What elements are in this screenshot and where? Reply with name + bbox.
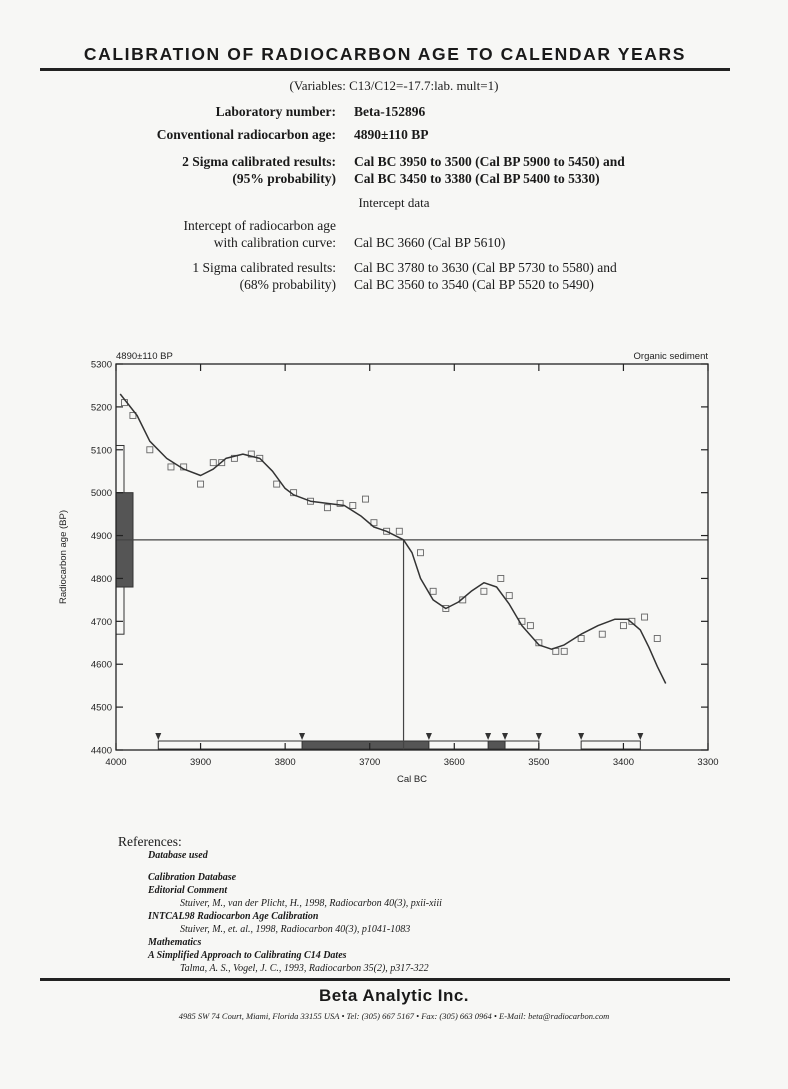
- reference-citation-3: Talma, A. S., Vogel, J. C., 1993, Radiocarbon 35(2), p317-322: [180, 963, 429, 974]
- data-point: [324, 505, 330, 511]
- x-tick-label: 3600: [443, 757, 465, 768]
- data-point: [350, 503, 356, 509]
- x-tick-label: 3800: [274, 757, 296, 768]
- sigma2-range-bar: [581, 741, 640, 749]
- sigma1-range-bar: [302, 741, 429, 749]
- reference-simplified-approach: A Simplified Approach to Calibrating C14 Dates: [148, 950, 347, 961]
- y-axis-label: Radiocarbon age (BP): [58, 510, 69, 604]
- intercept-heading: Intercept data: [358, 195, 430, 210]
- sigma1-range-2: Cal BC 3560 to 3540 (Cal BP 5520 to 5490): [354, 277, 594, 292]
- y-tick-label: 5200: [90, 402, 112, 414]
- title-rule: [40, 68, 730, 71]
- y-tick-label: 4500: [90, 702, 112, 714]
- chart-title-left: 4890±110 BP: [116, 351, 173, 362]
- data-point: [147, 447, 153, 453]
- range-marker: [536, 733, 542, 740]
- references-heading: References:: [118, 834, 182, 849]
- reference-citation-1: Stuiver, M., van der Plicht, H., 1998, Radiocarbon 40(3), pxii-xiii: [180, 898, 442, 909]
- company-address: 4985 SW 74 Court, Miami, Florida 33155 USA • Tel: (305) 667 5167 • Fax: (305) 663 0964 • E-Mail: beta@radiocarbon.com: [178, 1011, 610, 1021]
- intercept-lines: [116, 540, 708, 750]
- range-marker: [578, 733, 584, 740]
- reference-citation-2: Stuiver, M., et. al., 1998, Radiocarbon 40(3), p1041-1083: [180, 924, 411, 935]
- data-point: [561, 648, 567, 654]
- data-point: [642, 614, 648, 620]
- y-tick-label: 5300: [90, 359, 112, 371]
- data-point: [498, 575, 504, 581]
- data-point: [506, 593, 512, 599]
- data-point: [654, 635, 660, 641]
- page-title: CALIBRATION OF RADIOCARBON AGE TO CALENDAR YEARS: [83, 44, 687, 64]
- y-tick-label: 4600: [90, 659, 112, 671]
- axis-ticks: [91, 360, 719, 769]
- calendar-range-bars: [155, 733, 643, 749]
- sigma2-label: 2 Sigma calibrated results:: [182, 154, 336, 169]
- data-point: [198, 481, 204, 487]
- data-point: [210, 460, 216, 466]
- y-tick-label: 4700: [90, 616, 112, 628]
- reference-database-used: Database used: [148, 850, 208, 861]
- intercept-value: Cal BC 3660 (Cal BP 5610): [354, 235, 506, 250]
- data-point: [362, 496, 368, 502]
- reference-intcal98: INTCAL98 Radiocarbon Age Calibration: [148, 911, 319, 922]
- conventional-age-label: Conventional radiocarbon age:: [156, 127, 336, 142]
- plot-frame: [116, 364, 708, 750]
- range-marker: [502, 733, 508, 740]
- data-point: [599, 631, 605, 637]
- lab-number-value: Beta-152896: [354, 104, 426, 119]
- intercept-label-2: with calibration curve:: [213, 235, 336, 250]
- range-marker: [155, 733, 161, 740]
- sigma2-range-1: Cal BC 3950 to 3500 (Cal BP 5900 to 5450) and: [354, 154, 625, 169]
- sigma1-range-bar: [488, 741, 505, 749]
- y-tick-label: 5100: [90, 445, 112, 457]
- sigma1-label: 1 Sigma calibrated results:: [192, 260, 336, 275]
- x-tick-label: 4000: [105, 757, 127, 768]
- y-tick-label: 4800: [90, 573, 112, 585]
- conventional-age-value: 4890±110 BP: [354, 127, 429, 142]
- x-axis-label: Cal BC: [396, 774, 428, 785]
- x-tick-label: 3700: [359, 757, 381, 768]
- data-point: [417, 550, 423, 556]
- data-point: [430, 588, 436, 594]
- x-tick-label: 3400: [612, 757, 634, 768]
- company-name: Beta Analytic Inc.: [318, 986, 470, 1005]
- data-point: [168, 464, 174, 470]
- y-tick-label: 4400: [90, 745, 112, 757]
- variables-line: (Variables: C13/C12=-17.7:lab. mult=1): [289, 78, 499, 93]
- intercept-label-1: Intercept of radiocarbon age: [183, 218, 336, 233]
- y-tick-label: 5000: [90, 488, 112, 500]
- sigma1-range-1: Cal BC 3780 to 3630 (Cal BP 5730 to 5580) and: [354, 260, 617, 275]
- x-tick-label: 3500: [528, 757, 550, 768]
- data-point: [527, 623, 533, 629]
- reference-calibration-database: Calibration Database: [148, 872, 237, 883]
- y-tick-label: 4900: [90, 531, 112, 543]
- data-point: [274, 481, 280, 487]
- sigma1-probability-label: (68% probability): [239, 277, 336, 292]
- x-tick-label: 3300: [697, 757, 719, 768]
- x-tick-label: 3900: [190, 757, 212, 768]
- data-point: [481, 588, 487, 594]
- sigma2-probability-label: (95% probability): [232, 171, 336, 186]
- data-point: [620, 623, 626, 629]
- calibration-chart: [0, 340, 788, 795]
- sigma2-range-2: Cal BC 3450 to 3380 (Cal BP 5400 to 5330): [354, 171, 600, 186]
- footer-rule: [40, 978, 730, 981]
- range-marker: [426, 733, 432, 740]
- chart-title-right: Organic sediment: [633, 351, 708, 362]
- range-marker: [299, 733, 305, 740]
- lab-number-label: Laboratory number:: [215, 104, 336, 119]
- calibration-data-points: [121, 400, 660, 655]
- reference-editorial-comment: Editorial Comment: [148, 885, 228, 896]
- reference-mathematics: Mathematics: [148, 937, 202, 948]
- range-marker: [485, 733, 491, 740]
- data-point: [396, 528, 402, 534]
- range-marker: [637, 733, 643, 740]
